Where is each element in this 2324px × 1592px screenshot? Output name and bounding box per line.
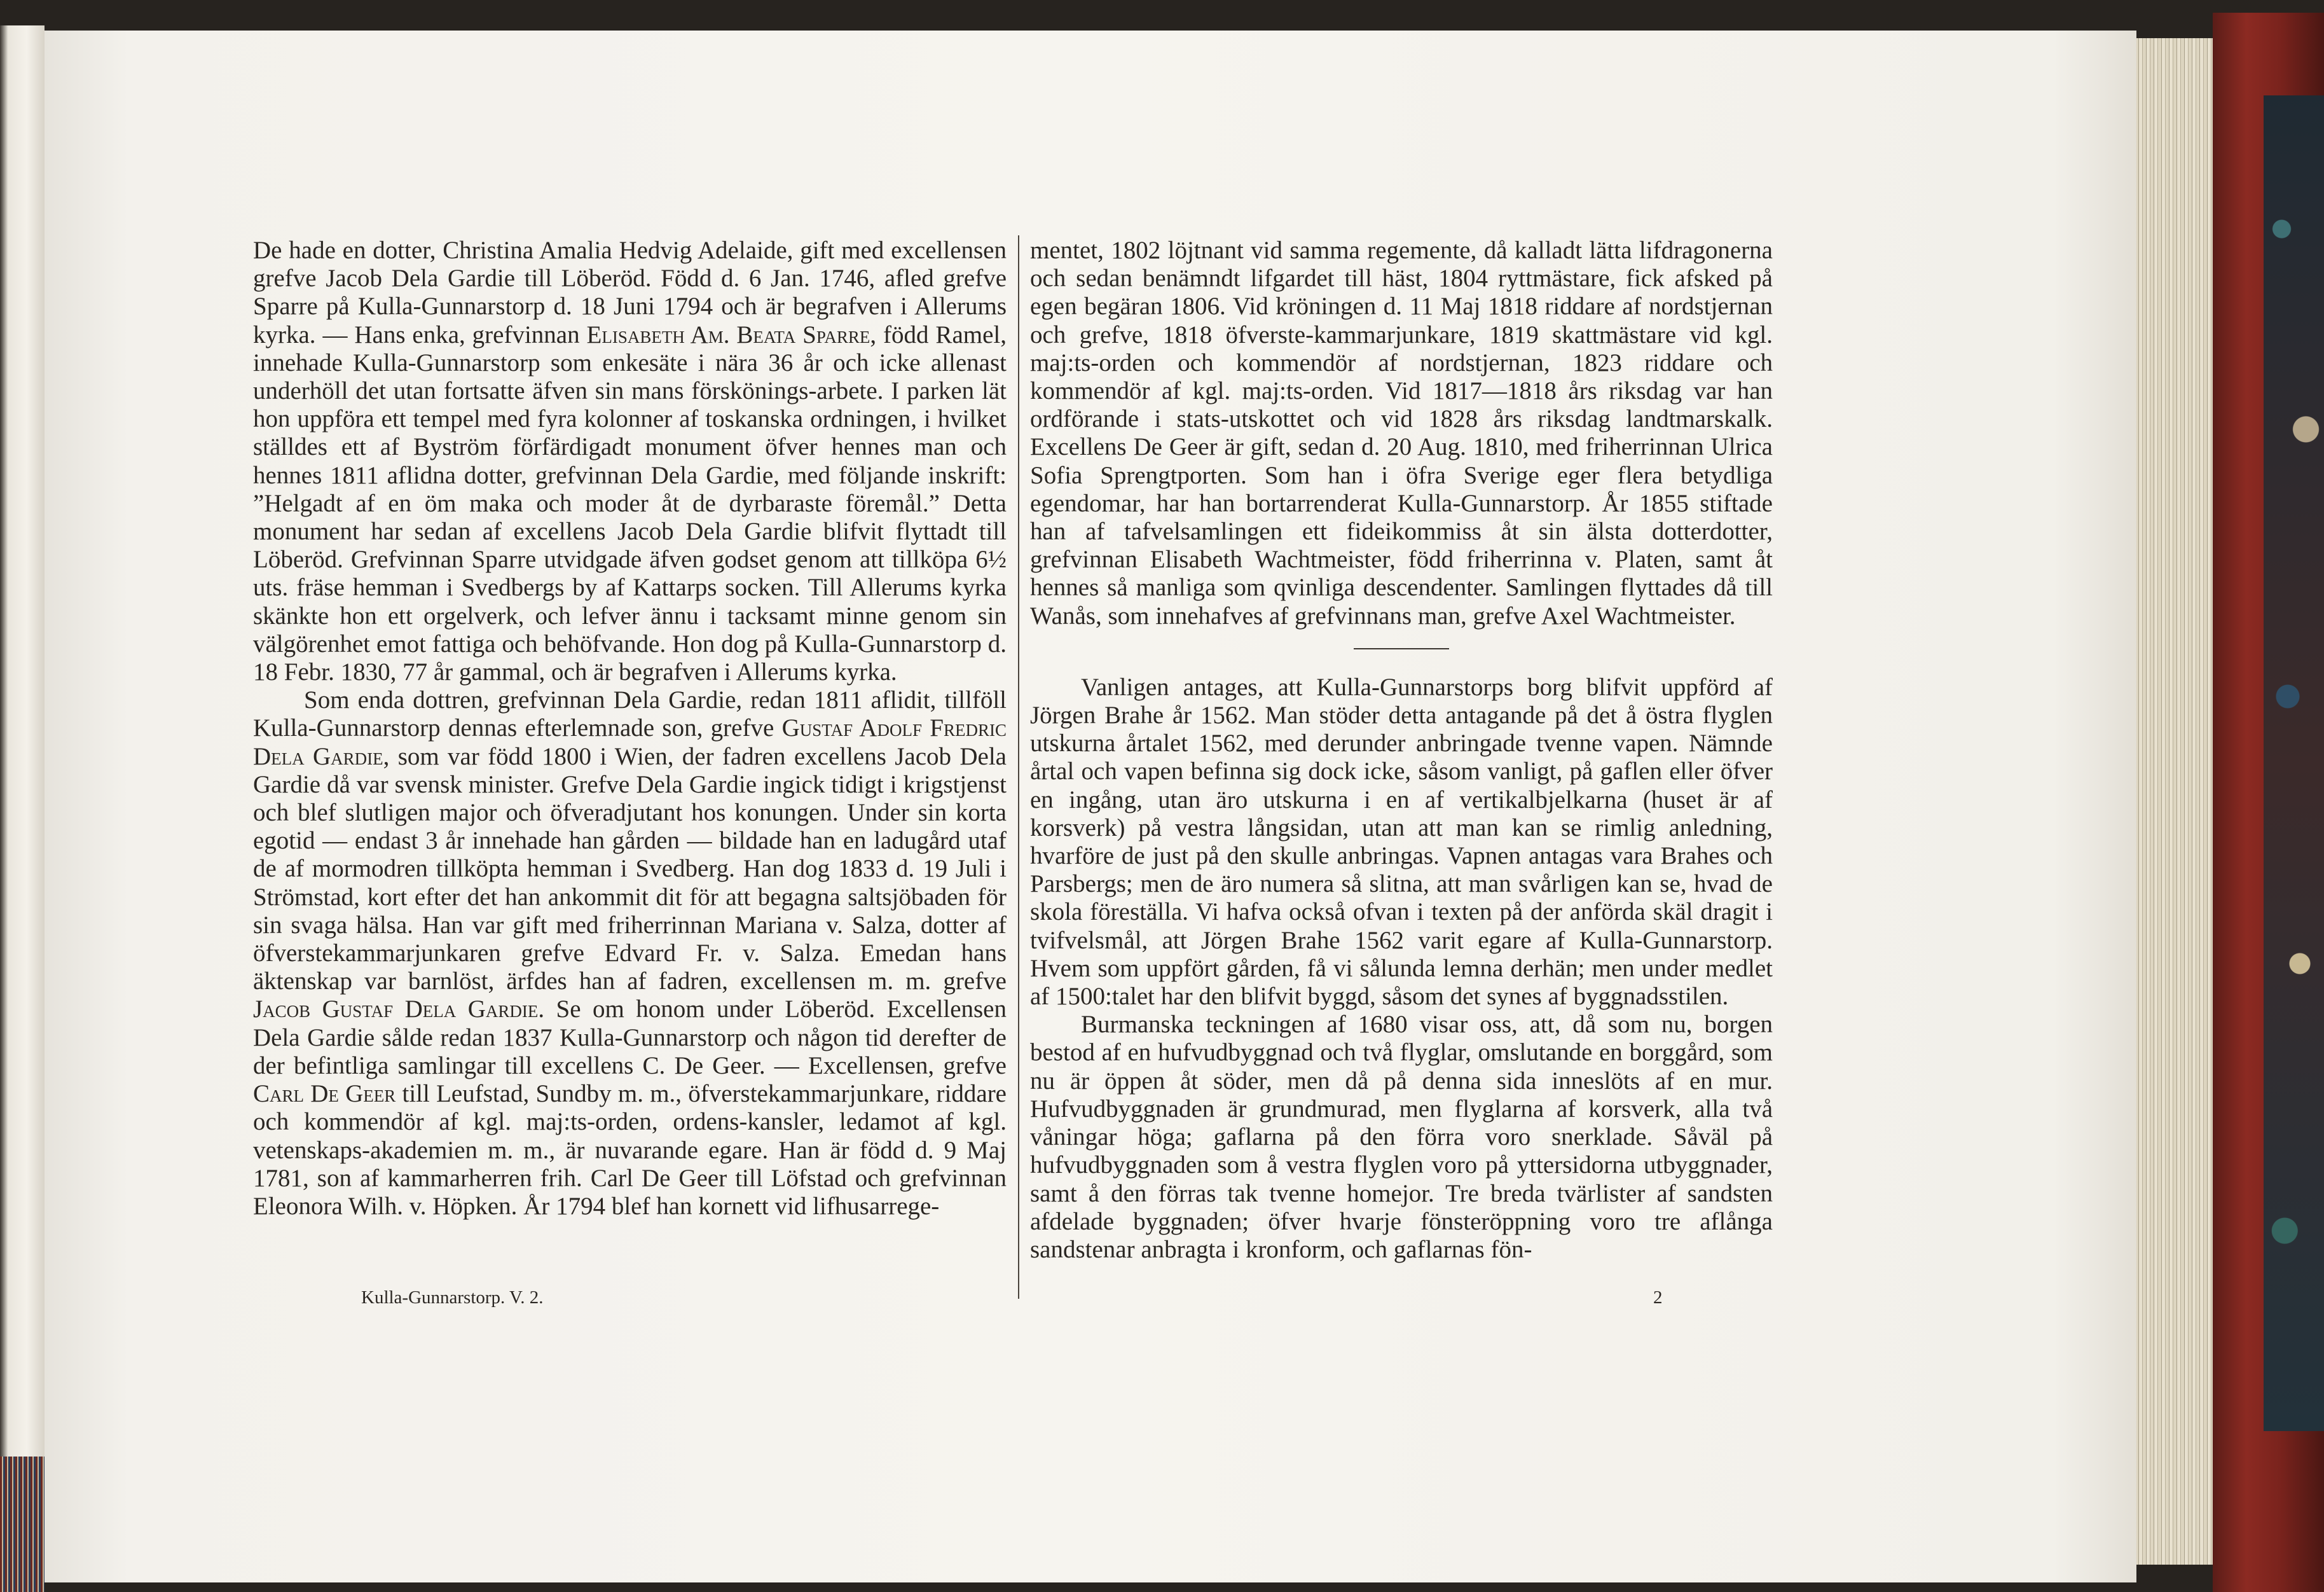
- person-name: Elisabeth Am. Beata Sparre: [586, 321, 870, 349]
- right-paragraph-1: mentet, 1802 löjtnant vid samma regemente, då kalladt lätta lifdragonerna och sedan benämndt lifgardet till häst, 1804 ryttmästare, fick afsked på egen begäran 1806. Vid kröningen d. 11 Maj 1818 riddare af nordstjernan och grefve, 1818 öfverste-kammarjunkare, 1819 skattmästare vid kgl. maj:ts-orden och kommendör af nordstjernan, 1823 riddare och kommendör af kgl. maj:ts-orden. Vid 1817—1818 års riksdag var han ordförande i stats-utskottet och vid 1828 års riksdag landtmarskalk. Excellens De Geer är gift, sedan d. 20 Aug. 1810, med friherrinnan Ulrica Sofia Sprengtporten. Som han i öfra Sverige eger flera betydliga egendomar, har han bortarrenderat Kulla-Gunnarstorp. År 1855 stiftade han af tafvelsamlingen ett fideikommiss åt sin älsta dotterdotter, grefvinnan Elisabeth Wachtmeister, född friherrinna v. Platen, samt åt hennes så manliga som qvinliga descendenter. Samlingen flyttades då till Wanås, som innehafves af grefvinnans man, grefve Axel Wachtmeister.: [1030, 237, 1773, 630]
- column-rule: [1018, 235, 1019, 1299]
- right-paragraph-2: Vanligen antages, att Kulla-Gunnarstorps borg blifvit uppförd af Jörgen Brahe år 1562. Man stöder detta antagande på det å östra flyglen utskurna årtalet 1562, med derunder anbringade tvenne vapen. Nämnde årtal och vapen befinna sig dock icke, såsom vanligt, på gaflen eller öfver en ingång, utan äro utskurna i en af vertikalbjelkarna (huset är af korsverk) på vestra långsidan, utan att man kan se rimlig anledning, hvarföre de just på den skulle anbringas. Vapnen antagas vara Brahes och Parsbergs; men de äro numera så slitna, att man svårligen kan se, hvad de skola föreställa. Vi hafva också ofvan i texten på der anförda skäl dragit i tvifvelsmål, att Jörgen Brahe 1562 varit egare af Kulla-Gunnarstorp. Hvem som uppfört gården, få vi sålunda lemna derhän; men under medlet af 1500:talet har den blifvit byggd, såsom det synes af byggnadsstilen.: [1030, 673, 1773, 1011]
- left-paragraph-2: Som enda dottren, grefvinnan Dela Gardie, redan 1811 aflidit, tillföll Kulla-Gunnarstorp dennas efterlemnade son, grefve Gustaf Adolf Fredric Dela Gardie, som var född 1800 i Wien, der fadren excellens Jacob Dela Gardie då var svensk minister. Grefve Dela Gardie ingick tidigt i krigstjenst och blef slutligen major och öfveradjutant hos konungen. Under sin korta egotid — endast 3 år innehade han gården — bildade han en ladugård utaf de af mormodren tillköpta hemman i Svedberg. Han dog 1833 d. 19 Juli i Strömstad, kort efter det han ankommit dit för att begagna saltsjöbaden för sin svaga hälsa. Han var gift med friherrinnan Mariana v. Salza, dotter af öfverstekammarjunkaren grefve Edvard Fr. v. Salza. Emedan hans äktenskap var barnlöst, ärfdes han af fadren, excellensen m. m. grefve Jacob Gustaf Dela Gardie. Se om honom under Löberöd. Excellensen Dela Gardie sålde redan 1837 Kulla-Gunnarstorp och någon tid derefter de der befintliga samlingar till excellens C. De Geer. — Excellensen, grefve Carl De Geer till Leufstad, Sundby m. m., öfverstekammarjunkare, riddare och kommendör af kgl. maj:ts-orden, ordens-kansler, ledamot af kgl. vetenskaps-akademien m. m., är nuvarande egare. Han är född d. 9 Maj 1781, son af kammarherren frih. Carl De Geer till Löfstad och grefvinnan Eleonora Wilh. v. Höpken. År 1794 blef han kornett vid lifhusarrege-: [253, 686, 1007, 1220]
- page-number: 2: [1653, 1287, 1663, 1308]
- left-page-binding: [0, 25, 45, 1590]
- section-divider: [1354, 648, 1449, 649]
- right-paragraph-3: Burmanska teckningen af 1680 visar oss, att, då som nu, borgen bestod af en hufvudbyggnad och två flyglar, omslutande en borggård, som nu är öppen åt söder, men då på denna sida inneslöts af en mur. Hufvudbyggnaden är grundmurad, men flyglarna af korsverk, alla två våningar höga; gaflarna på den förra voro snerklade. Såväl på hufvudbyggnaden som å vestra flyglen voro på yttersidorna utbyggnader, samt å den förras tak tvenne homejor. Tre breda tvärlister af sandsten afdelade byggnaden; öfver hvarje fönsteröppning voro tre aflånga sandstenar anbragta i kronform, och gaflarnas fön-: [1030, 1011, 1773, 1263]
- marbled-endpaper: [2264, 95, 2324, 1431]
- person-name: Gustaf Adolf Fredric Dela Gardie: [253, 714, 1007, 770]
- left-text-column: [253, 237, 1007, 1221]
- page-edges: [2124, 38, 2225, 1565]
- signature-mark: Kulla-Gunnarstorp. V. 2.: [361, 1287, 544, 1308]
- person-name: Jacob Gustaf Dela Gardie: [253, 995, 539, 1023]
- right-text-column: [1030, 237, 1773, 1264]
- left-cloth-edge: [0, 1457, 45, 1592]
- left-paragraph-1: De hade en dotter, Christina Amalia Hedvig Adelaide, gift med excellensen grefve Jacob Dela Gardie till Löberöd. Född d. 6 Jan. 1746, afled grefve Sparre på Kulla-Gunnarstorp d. 18 Juni 1794 och är begrafven i Allerums kyrka. — Hans enka, grefvinnan Elisabeth Am. Beata Sparre, född Ramel, innehade Kulla-Gunnarstorp som enkesäte i nära 36 år och icke allenast underhöll det utan fortsatte äfven sin mans förskönings-arbete. I parken lät hon uppföra ett tempel med fyra kolonner af toskanska ordningen, i hvilket ställdes ett af Byström förfärdigadt monument öfver hennes man och hennes 1811 aflidna dotter, grefvinnan Dela Gardie, med följande inskrift: ”Helgadt af en öm maka och moder åt de dyrbaraste föremål.” Detta monument har sedan af excellens Jacob Dela Gardie blifvit flyttadt till Löberöd. Grefvinnan Sparre utvidgade äfven godset genom att tillköpa 6½ uts. fräse hemman i Svedbergs by af Kattarps socken. Till Allerums kyrka skänkte hon ett orgelverk, och lefver ännu i tacksamt minne genom sin välgörenhet emot fattiga och behöfvande. Hon dog på Kulla-Gunnarstorp d. 18 Febr. 1830, 77 år gammal, och är begrafven i Allerums kyrka.: [253, 237, 1007, 686]
- person-name: Carl De Geer: [253, 1080, 396, 1108]
